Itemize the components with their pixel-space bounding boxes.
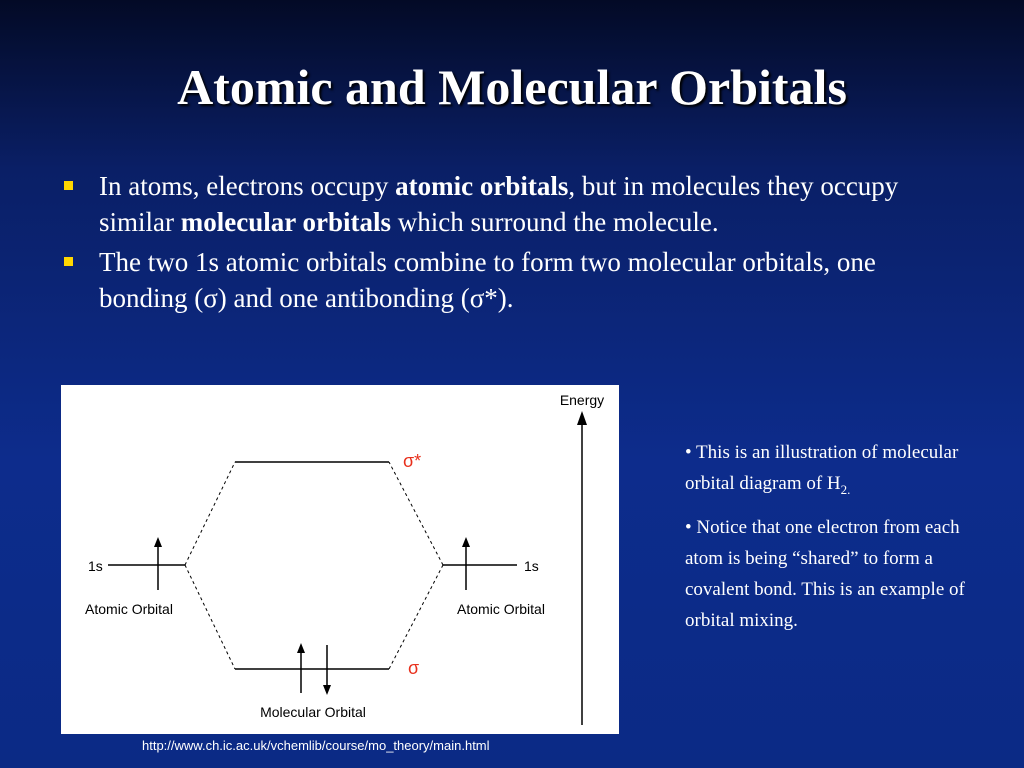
left-orbital-caption: Atomic Orbital	[85, 601, 173, 617]
square-bullet-icon	[64, 257, 73, 266]
bullet-text-bold: molecular orbitals	[180, 207, 391, 237]
bullet-text	[99, 244, 950, 316]
bullet-list	[60, 168, 950, 320]
bullet-item	[60, 244, 950, 316]
bullet-text-run: which surround the molecule.	[390, 207, 719, 237]
source-url: http://www.ch.ic.ac.uk/vchemlib/course/mo_theory/main.html	[142, 738, 490, 753]
bullet-item	[60, 168, 950, 240]
side-note-text: • Notice that one electron from each atom is being “shared” to form a covalent bond. This is an example of orbital mixing.	[685, 517, 965, 631]
bullet-text-run: The two 1s atomic orbitals combine to form two molecular orbitals, one bonding (σ) and one antibonding (σ*).	[99, 247, 876, 313]
right-orbital-label: 1s	[524, 558, 539, 574]
side-note	[685, 512, 970, 636]
connector-line	[185, 462, 235, 565]
side-note	[685, 437, 970, 505]
bonding-label: σ	[408, 658, 420, 678]
molecular-orbital-caption: Molecular Orbital	[260, 704, 366, 720]
connector-line	[185, 565, 235, 669]
left-orbital-label: 1s	[88, 558, 103, 574]
electron-up-arrowhead-icon	[462, 537, 470, 547]
square-bullet-icon	[64, 181, 73, 190]
electron-down-arrowhead-icon	[323, 685, 331, 695]
side-notes	[685, 437, 970, 643]
subscript-2: 2.	[840, 482, 851, 497]
mo-diagram	[61, 385, 619, 734]
slide-title: Atomic and Molecular Orbitals	[177, 59, 847, 115]
connector-line	[389, 462, 443, 565]
right-orbital-caption: Atomic Orbital	[457, 601, 545, 617]
antibonding-label: σ*	[403, 451, 422, 471]
bullet-text-run: , but in molecules they occupy similar	[99, 171, 899, 237]
electron-up-arrowhead-icon	[297, 643, 305, 653]
bullet-text-bold: atomic orbitals	[395, 171, 569, 201]
side-note-text: • This is an illustration of molecular orbital diagram of H	[685, 442, 959, 494]
bullet-text-run: In atoms, electrons occupy	[99, 171, 396, 201]
energy-axis-arrowhead-icon	[577, 411, 587, 425]
mo-diagram-svg	[61, 385, 619, 734]
energy-label: Energy	[559, 392, 605, 408]
electron-up-arrowhead-icon	[154, 537, 162, 547]
bullet-text	[99, 168, 950, 240]
connector-line	[389, 565, 443, 669]
